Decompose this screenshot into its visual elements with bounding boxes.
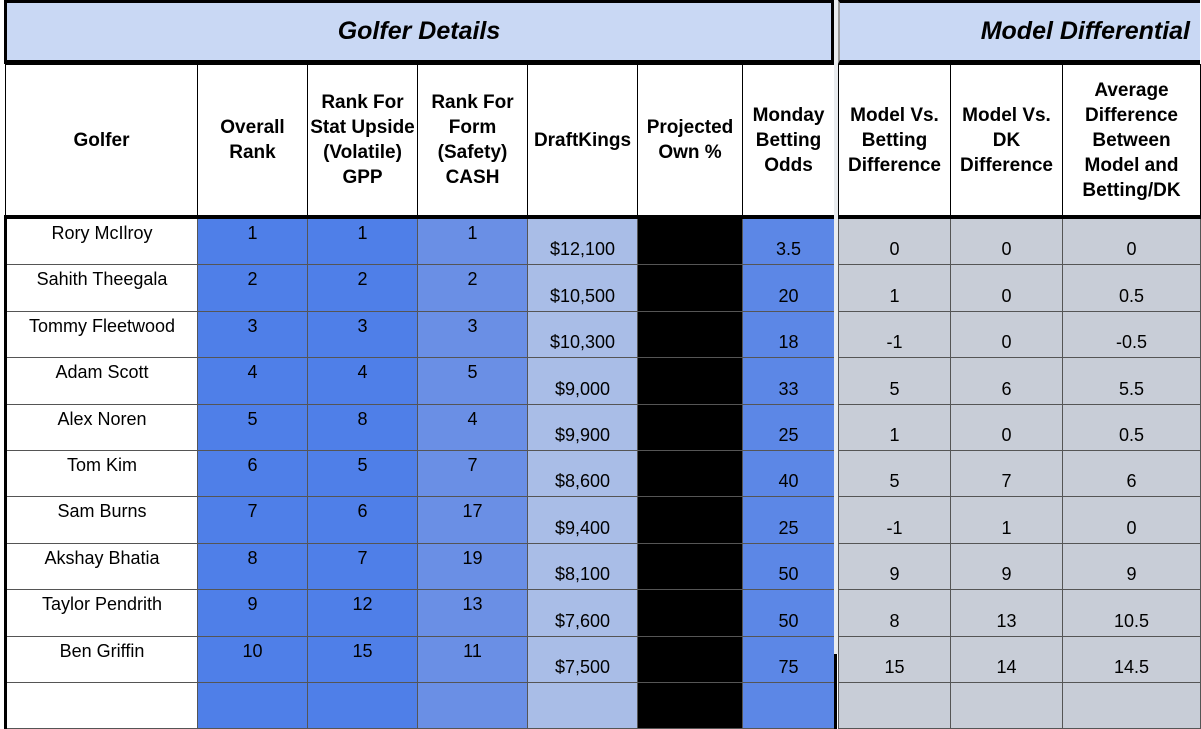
col-projected-own[interactable]: Projected Own %: [638, 65, 743, 218]
golfer-name-cell[interactable]: Taylor Pendrith: [6, 590, 198, 636]
average-difference-cell[interactable]: 6: [1063, 450, 1201, 496]
projected-own-cell[interactable]: [638, 590, 743, 636]
draftkings-salary-cell[interactable]: $9,400: [528, 497, 638, 543]
model-vs-betting-cell[interactable]: 1: [839, 404, 951, 450]
form-rank-cell[interactable]: 17: [418, 497, 528, 543]
col-monday-odds[interactable]: Monday Betting Odds: [743, 65, 836, 218]
overall-rank-cell[interactable]: 6: [198, 450, 308, 496]
stat-upside-rank-cell[interactable]: 6: [308, 497, 418, 543]
table-row: [839, 497, 1201, 543]
golfer-name-cell[interactable]: Adam Scott: [6, 358, 198, 404]
projected-own-cell[interactable]: [638, 543, 743, 589]
table-row: [839, 404, 1201, 450]
model-vs-betting-cell[interactable]: 0: [839, 217, 951, 265]
table-row: [839, 311, 1201, 357]
golfer-name-cell[interactable]: Sahith Theegala: [6, 265, 198, 311]
model-differential-panel: [838, 0, 1200, 677]
form-rank-cell[interactable]: 4: [418, 404, 528, 450]
stat-upside-rank-cell[interactable]: 12: [308, 590, 418, 636]
form-rank-cell[interactable]: 13: [418, 590, 528, 636]
model-vs-betting-cell[interactable]: 5: [839, 450, 951, 496]
form-rank-cell[interactable]: 2: [418, 265, 528, 311]
col-draftkings[interactable]: DraftKings: [528, 65, 638, 218]
stat-upside-rank-cell[interactable]: [308, 682, 418, 728]
model-vs-dk-cell[interactable]: 0: [951, 217, 1063, 265]
golfer-details-header: Golfer Details: [4, 0, 834, 64]
betting-odds-cell[interactable]: 20: [743, 265, 836, 311]
col-model-vs-betting[interactable]: Model Vs. Betting Difference: [839, 65, 951, 218]
model-vs-dk-cell[interactable]: 9: [951, 543, 1063, 589]
projected-own-cell[interactable]: [638, 450, 743, 496]
betting-odds-cell[interactable]: 25: [743, 404, 836, 450]
model-vs-dk-cell[interactable]: 1: [951, 497, 1063, 543]
golfer-name-cell[interactable]: Tommy Fleetwood: [6, 311, 198, 357]
golfer-name-cell[interactable]: Akshay Bhatia: [6, 543, 198, 589]
overall-rank-cell[interactable]: 7: [198, 497, 308, 543]
golfer-name-cell[interactable]: Ben Griffin: [6, 636, 198, 682]
average-difference-cell[interactable]: 0: [1063, 217, 1201, 265]
projected-own-cell[interactable]: [638, 358, 743, 404]
table-row: [6, 450, 836, 496]
draftkings-salary-cell[interactable]: $9,900: [528, 404, 638, 450]
average-difference-cell[interactable]: 10.5: [1063, 590, 1201, 636]
table-row: [6, 358, 836, 404]
draftkings-salary-cell[interactable]: $10,300: [528, 311, 638, 357]
form-rank-cell[interactable]: 19: [418, 543, 528, 589]
overall-rank-cell[interactable]: 2: [198, 265, 308, 311]
table-row: [839, 682, 1201, 728]
form-rank-cell[interactable]: [418, 682, 528, 728]
golfer-details-table: [4, 64, 837, 729]
overall-rank-cell[interactable]: 1: [198, 217, 308, 265]
table-row: [839, 543, 1201, 589]
betting-odds-cell[interactable]: 75: [743, 636, 836, 682]
model-vs-dk-cell[interactable]: 7: [951, 450, 1063, 496]
table-row: [6, 265, 836, 311]
form-rank-cell[interactable]: 1: [418, 217, 528, 265]
stat-upside-rank-cell[interactable]: 15: [308, 636, 418, 682]
overall-rank-cell[interactable]: 5: [198, 404, 308, 450]
model-vs-dk-cell[interactable]: 0: [951, 265, 1063, 311]
betting-odds-cell[interactable]: [743, 682, 836, 728]
overall-rank-cell[interactable]: 9: [198, 590, 308, 636]
projected-own-cell[interactable]: [638, 404, 743, 450]
golfer-name-cell[interactable]: Alex Noren: [6, 404, 198, 450]
betting-odds-cell[interactable]: 25: [743, 497, 836, 543]
average-difference-cell[interactable]: 0.5: [1063, 404, 1201, 450]
golfer-name-cell[interactable]: [6, 682, 198, 728]
draftkings-salary-cell[interactable]: $7,500: [528, 636, 638, 682]
model-differential-table: [838, 64, 1201, 729]
draftkings-salary-cell[interactable]: $9,000: [528, 358, 638, 404]
projected-own-cell[interactable]: [638, 311, 743, 357]
stat-upside-rank-cell[interactable]: 3: [308, 311, 418, 357]
form-rank-cell[interactable]: 7: [418, 450, 528, 496]
projected-own-cell[interactable]: [638, 265, 743, 311]
projected-own-cell[interactable]: [638, 497, 743, 543]
projected-own-cell[interactable]: [638, 636, 743, 682]
model-vs-betting-cell[interactable]: 9: [839, 543, 951, 589]
model-vs-betting-cell[interactable]: 15: [839, 636, 951, 682]
model-vs-betting-cell[interactable]: -1: [839, 497, 951, 543]
average-difference-cell[interactable]: 14.5: [1063, 636, 1201, 682]
average-difference-cell[interactable]: [1063, 682, 1201, 728]
table-row: [6, 404, 836, 450]
col-rank-form[interactable]: Rank For Form (Safety) CASH: [418, 65, 528, 218]
stat-upside-rank-cell[interactable]: 4: [308, 358, 418, 404]
projected-own-cell[interactable]: [638, 682, 743, 728]
col-overall-rank[interactable]: Overall Rank: [198, 65, 308, 218]
table-row: [6, 590, 836, 636]
col-average-difference[interactable]: Average Difference Between Model and Betting/DK: [1063, 65, 1201, 218]
model-vs-dk-cell[interactable]: 6: [951, 358, 1063, 404]
stat-upside-rank-cell[interactable]: 2: [308, 265, 418, 311]
betting-odds-cell[interactable]: 50: [743, 590, 836, 636]
model-vs-dk-cell[interactable]: 13: [951, 590, 1063, 636]
betting-odds-cell[interactable]: 33: [743, 358, 836, 404]
draftkings-salary-cell[interactable]: $12,100: [528, 217, 638, 265]
model-vs-dk-cell[interactable]: 14: [951, 636, 1063, 682]
overall-rank-cell[interactable]: 10: [198, 636, 308, 682]
stat-upside-rank-cell[interactable]: 5: [308, 450, 418, 496]
form-rank-cell[interactable]: 11: [418, 636, 528, 682]
form-rank-cell[interactable]: 5: [418, 358, 528, 404]
model-differential-header: Model Differential: [838, 0, 1200, 64]
betting-odds-cell[interactable]: 50: [743, 543, 836, 589]
average-difference-cell[interactable]: 0.5: [1063, 265, 1201, 311]
betting-odds-cell[interactable]: 18: [743, 311, 836, 357]
draftkings-salary-cell[interactable]: $8,600: [528, 450, 638, 496]
golfer-name-cell[interactable]: Rory McIlroy: [6, 217, 198, 265]
table-row: [6, 311, 836, 357]
table-row: [839, 450, 1201, 496]
form-rank-cell[interactable]: 3: [418, 311, 528, 357]
col-golfer[interactable]: Golfer: [6, 65, 198, 218]
model-vs-betting-cell[interactable]: 1: [839, 265, 951, 311]
betting-odds-cell[interactable]: 3.5: [743, 217, 836, 265]
table-row: [6, 636, 836, 682]
table-row: [6, 682, 836, 728]
model-vs-betting-cell[interactable]: 5: [839, 358, 951, 404]
golfer-name-cell[interactable]: Tom Kim: [6, 450, 198, 496]
overall-rank-cell[interactable]: [198, 682, 308, 728]
table-row: [839, 590, 1201, 636]
stat-upside-rank-cell[interactable]: 7: [308, 543, 418, 589]
model-vs-dk-cell[interactable]: [951, 682, 1063, 728]
table-row: [839, 636, 1201, 682]
overall-rank-cell[interactable]: 8: [198, 543, 308, 589]
overall-rank-cell[interactable]: 4: [198, 358, 308, 404]
table-row: [6, 217, 836, 265]
table-row: [839, 358, 1201, 404]
draftkings-salary-cell[interactable]: $10,500: [528, 265, 638, 311]
average-difference-cell[interactable]: 9: [1063, 543, 1201, 589]
stat-upside-rank-cell[interactable]: 1: [308, 217, 418, 265]
model-vs-dk-cell[interactable]: 0: [951, 404, 1063, 450]
average-difference-cell[interactable]: 0: [1063, 497, 1201, 543]
table-row: [839, 217, 1201, 265]
average-difference-cell[interactable]: 5.5: [1063, 358, 1201, 404]
draftkings-salary-cell[interactable]: $8,100: [528, 543, 638, 589]
model-vs-dk-cell[interactable]: 0: [951, 311, 1063, 357]
model-vs-betting-cell[interactable]: [839, 682, 951, 728]
betting-odds-cell[interactable]: 40: [743, 450, 836, 496]
table-row: [839, 265, 1201, 311]
model-vs-betting-cell[interactable]: -1: [839, 311, 951, 357]
draftkings-salary-cell[interactable]: $7,600: [528, 590, 638, 636]
table-row: [6, 497, 836, 543]
col-rank-stat-upside[interactable]: Rank For Stat Upside (Volatile) GPP: [308, 65, 418, 218]
overall-rank-cell[interactable]: 3: [198, 311, 308, 357]
average-difference-cell[interactable]: -0.5: [1063, 311, 1201, 357]
model-vs-betting-cell[interactable]: 8: [839, 590, 951, 636]
projected-own-cell[interactable]: [638, 217, 743, 265]
table-row: [6, 543, 836, 589]
golfer-name-cell[interactable]: Sam Burns: [6, 497, 198, 543]
stat-upside-rank-cell[interactable]: 8: [308, 404, 418, 450]
draftkings-salary-cell[interactable]: [528, 682, 638, 728]
col-model-vs-dk[interactable]: Model Vs. DK Difference: [951, 65, 1063, 218]
